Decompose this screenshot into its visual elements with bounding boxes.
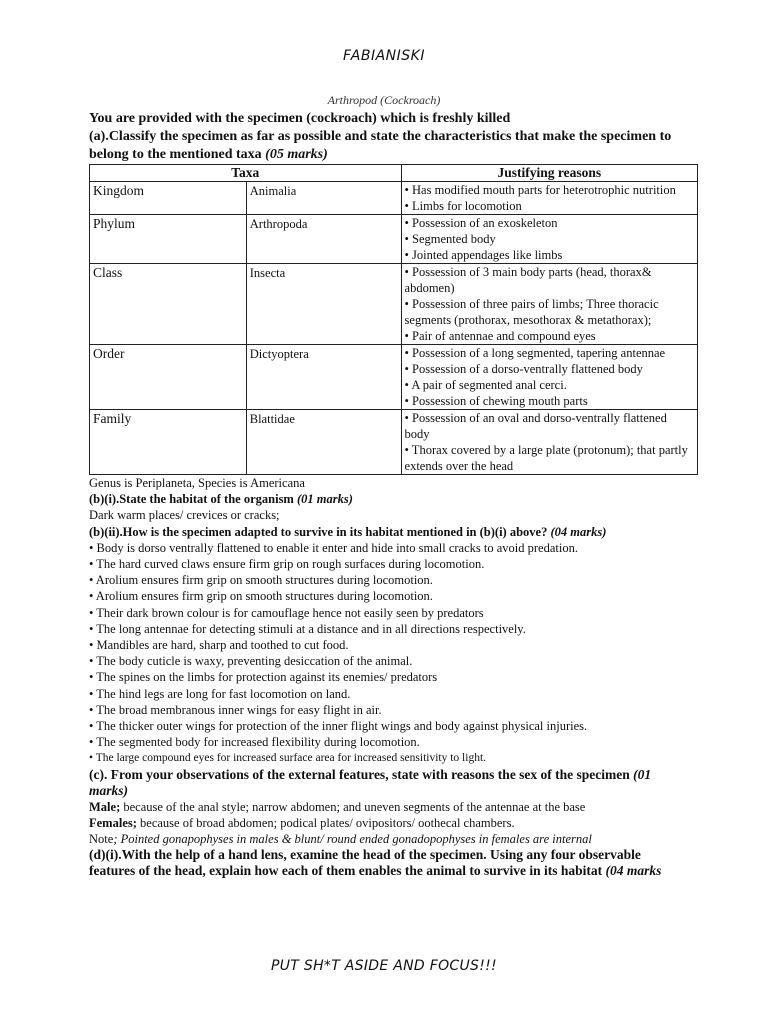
- classification-rows: [90, 182, 698, 475]
- taxon-name-cell: Blattidae: [246, 410, 401, 475]
- reason-item: • Possession of a long segmented, tapering antennae: [404, 346, 666, 360]
- intro-text: You are provided with the specimen (cockroach) which is freshly killed: [89, 111, 511, 126]
- rank-cell: Family: [90, 410, 247, 475]
- document-body: [89, 110, 689, 879]
- list-item: • Mandibles are hard, sharp and toothed to cut food.: [89, 638, 349, 653]
- male-text: because of the anal style; narrow abdomen; and uneven segments of the antennae at the base: [120, 799, 586, 814]
- list-item: • The hind legs are long for fast locomotion on land.: [89, 686, 351, 701]
- question-b-i-text: (b)(i).State the habitat of the organism: [89, 492, 294, 507]
- reason-item: • Possession of an exoskeleton: [404, 216, 558, 230]
- question-b-ii: [89, 524, 689, 540]
- reasons-cell: [401, 182, 697, 215]
- taxon-name-cell: Animalia: [246, 182, 401, 215]
- table-row: [90, 215, 698, 264]
- page-subtitle: Arthropod (Cockroach): [327, 93, 441, 107]
- question-a: [89, 128, 689, 164]
- rank-cell: Order: [90, 345, 247, 410]
- question-b-ii-marks: (04 marks): [550, 524, 607, 539]
- adaptations-list: [89, 540, 689, 767]
- reason-item: • Has modified mouth parts for heterotrophic nutrition: [404, 183, 676, 197]
- classification-table: [89, 164, 698, 475]
- rank-cell: Kingdom: [90, 182, 247, 215]
- note-text: ; Pointed gonapophyses in males & blunt/ round ended gonadopophyses in females are internal: [113, 832, 592, 847]
- list-item: • Arolium ensures firm grip on smooth structures during locomotion.: [89, 589, 433, 604]
- list-item: • The spines on the limbs for protection against its enemies/ predators: [89, 670, 438, 685]
- note-line: [89, 831, 689, 847]
- list-item: • The large compound eyes for increased surface area for increased sensitivity to light.: [89, 752, 487, 765]
- list-item: • The body cuticle is waxy, preventing desiccation of the animal.: [89, 654, 413, 669]
- list-item: • The hard curved claws ensure firm grip on rough surfaces during locomotion.: [89, 557, 485, 572]
- reason-item: • Possession of 3 main body parts (head, thorax& abdomen): [404, 265, 652, 295]
- question-c-marks-a: (01: [633, 766, 652, 782]
- table-header-row: [90, 165, 698, 182]
- reason-item: • Possession of three pairs of limbs; Three thoracic segments (prothorax, mesothorax & metathorax);: [404, 297, 659, 327]
- reason-item: • Pair of antennae and compound eyes: [404, 329, 596, 343]
- question-c-text: (c). From your observations of the external features, state with reasons the sex of the specimen: [89, 766, 630, 782]
- reason-item: • Possession of an oval and dorso-ventrally flattened body: [404, 411, 667, 441]
- table-row: [90, 410, 698, 475]
- answer-b-i: Dark warm places/ crevices or cracks;: [89, 508, 280, 523]
- reason-item: • Limbs for locomotion: [404, 199, 522, 213]
- reasons-cell: [401, 215, 697, 264]
- note-label: Note: [89, 832, 114, 847]
- page-header: FABIANISKI: [343, 48, 425, 64]
- question-b-i-marks: (01 marks): [296, 492, 353, 507]
- column-header-taxa: Taxa: [90, 165, 402, 182]
- question-a-text: (a).Classify the specimen as far as possible and state the characteristics that make the specimen to belong to the mentioned taxa: [89, 129, 672, 162]
- reason-item: • Segmented body: [404, 232, 496, 246]
- reasons-cell: [401, 345, 697, 410]
- question-c: [89, 767, 689, 799]
- answer-female: [89, 815, 689, 831]
- reason-item: • A pair of segmented anal cerci.: [404, 378, 567, 392]
- column-header-reasons: Justifying reasons: [401, 165, 697, 182]
- reasons-cell: [401, 264, 697, 345]
- question-c-marks-b: marks): [89, 782, 129, 798]
- male-label: Male;: [89, 799, 121, 814]
- answer-male: [89, 799, 689, 815]
- taxon-name-cell: Insecta: [246, 264, 401, 345]
- table-row: [90, 182, 698, 215]
- list-item: • Their dark brown colour is for camouflage hence not easily seen by predators: [89, 605, 484, 620]
- table-row: [90, 345, 698, 410]
- question-a-marks: (05 marks): [265, 147, 328, 162]
- table-row: [90, 264, 698, 345]
- question-d-line2: features of the head, explain how each of them enables the animal to survive in its habitat: [89, 863, 603, 879]
- rank-cell: Phylum: [90, 215, 247, 264]
- taxon-name-cell: Arthropoda: [246, 215, 401, 264]
- question-b-i: [89, 491, 689, 507]
- list-item: • The broad membranous inner wings for easy flight in air.: [89, 702, 382, 717]
- reason-item: • Thorax covered by a large plate (protonum); that partly extends over the head: [404, 443, 688, 473]
- taxon-name-cell: Dictyoptera: [246, 345, 401, 410]
- question-d-marks: (04 marks: [605, 863, 662, 879]
- reason-item: • Possession of a dorso-ventrally flattened body: [404, 362, 643, 376]
- reason-item: • Possession of chewing mouth parts: [404, 394, 588, 408]
- question-b-ii-text: (b)(ii).How is the specimen adapted to survive in its habitat mentioned in (b)(i) above?: [89, 524, 548, 539]
- female-text: because of broad abdomen; podical plates/ ovipositors/ oothecal chambers.: [136, 815, 515, 830]
- rank-cell: Class: [90, 264, 247, 345]
- genus-species-line: Genus is Periplaneta, Species is Americana: [89, 476, 305, 490]
- reasons-cell: [401, 410, 697, 475]
- question-d-line1: (d)(i).With the help of a hand lens, examine the head of the specimen. Using any four observable: [89, 847, 641, 863]
- list-item: • Body is dorso ventrally flattened to enable it enter and hide into small cracks to avoid predation.: [89, 540, 578, 555]
- list-item: • Arolium ensures firm grip on smooth structures during locomotion.: [89, 573, 433, 588]
- list-item: • The thicker outer wings for protection of the inner flight wings and body against physical injuries.: [89, 719, 588, 734]
- reason-item: • Jointed appendages like limbs: [404, 248, 563, 262]
- list-item: • The long antennae for detecting stimuli at a distance and in all directions respectively.: [89, 621, 526, 636]
- female-label: Females;: [89, 815, 137, 830]
- question-d: [89, 847, 689, 879]
- page-footer: PUT SH*T ASIDE AND FOCUS!!!: [271, 958, 497, 974]
- list-item: • The segmented body for increased flexibility during locomotion.: [89, 735, 420, 750]
